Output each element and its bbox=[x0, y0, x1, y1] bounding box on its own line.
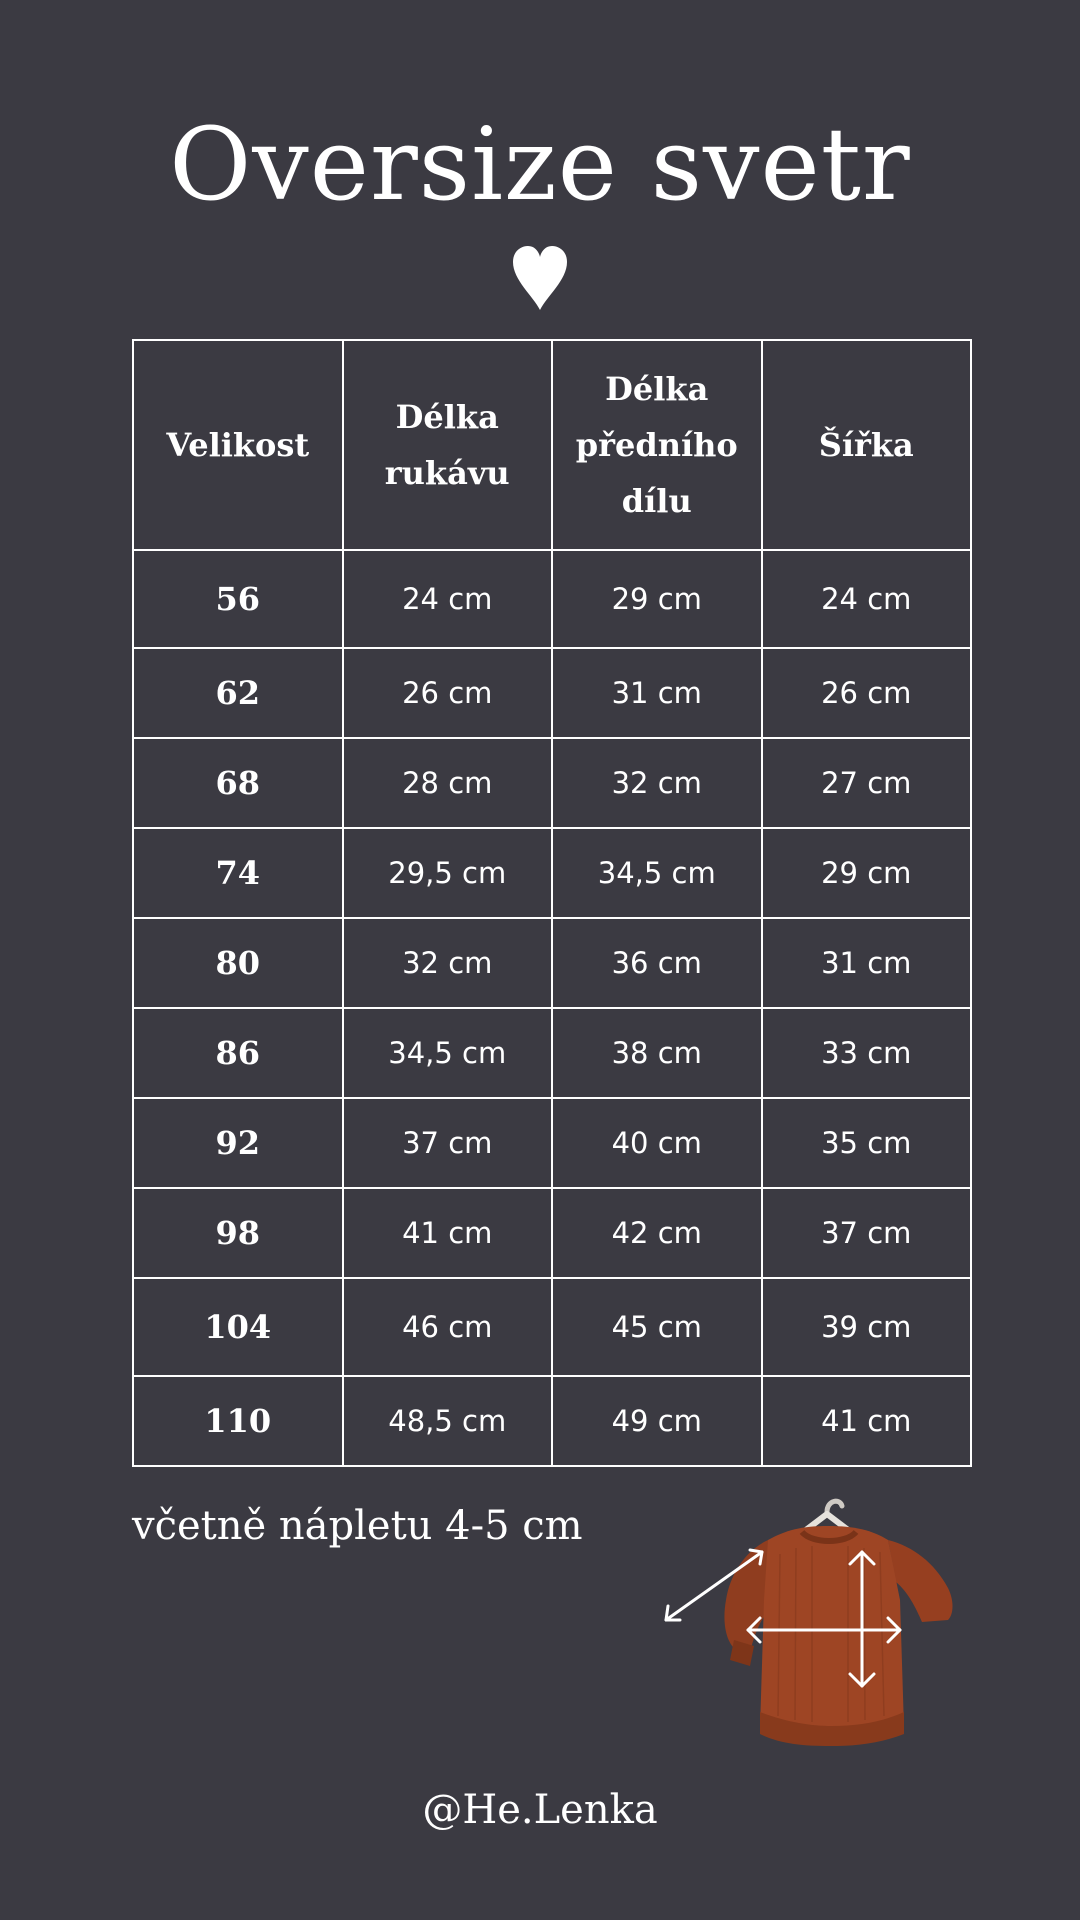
sleeve-cell: 24 cm bbox=[343, 550, 553, 648]
width-cell: 27 cm bbox=[762, 738, 972, 828]
size-cell: 56 bbox=[133, 550, 343, 648]
sleeve-cell: 26 cm bbox=[343, 648, 553, 738]
table-row bbox=[133, 738, 971, 828]
width-cell: 31 cm bbox=[762, 918, 972, 1008]
width-cell: 26 cm bbox=[762, 648, 972, 738]
table-row bbox=[133, 1188, 971, 1278]
ribbing-note: včetně nápletu 4-5 cm bbox=[132, 1503, 583, 1549]
heart-icon bbox=[508, 244, 572, 312]
width-cell: 24 cm bbox=[762, 550, 972, 648]
header-size: Velikost bbox=[133, 340, 343, 550]
front-cell: 31 cm bbox=[552, 648, 762, 738]
size-cell: 80 bbox=[133, 918, 343, 1008]
sleeve-cell: 32 cm bbox=[343, 918, 553, 1008]
table-row bbox=[133, 1008, 971, 1098]
sweater-illustration bbox=[650, 1490, 990, 1754]
size-cell: 110 bbox=[133, 1376, 343, 1466]
front-cell: 38 cm bbox=[552, 1008, 762, 1098]
front-cell: 40 cm bbox=[552, 1098, 762, 1188]
sleeve-cell: 28 cm bbox=[343, 738, 553, 828]
table-row bbox=[133, 1098, 971, 1188]
sleeve-cell: 48,5 cm bbox=[343, 1376, 553, 1466]
front-cell: 29 cm bbox=[552, 550, 762, 648]
table-row bbox=[133, 828, 971, 918]
table-row bbox=[133, 550, 971, 648]
width-cell: 33 cm bbox=[762, 1008, 972, 1098]
front-cell: 32 cm bbox=[552, 738, 762, 828]
table-row bbox=[133, 918, 971, 1008]
author-handle: @He.Lenka bbox=[422, 1787, 658, 1833]
front-cell: 36 cm bbox=[552, 918, 762, 1008]
size-cell: 104 bbox=[133, 1278, 343, 1376]
sleeve-cell: 37 cm bbox=[343, 1098, 553, 1188]
front-cell: 49 cm bbox=[552, 1376, 762, 1466]
page-title: Oversize svetr bbox=[169, 106, 911, 223]
width-cell: 39 cm bbox=[762, 1278, 972, 1376]
header-width: Šířka bbox=[762, 340, 972, 550]
size-table bbox=[132, 339, 972, 1467]
width-cell: 29 cm bbox=[762, 828, 972, 918]
sleeve-cell: 29,5 cm bbox=[343, 828, 553, 918]
table-row bbox=[133, 1376, 971, 1466]
width-cell: 41 cm bbox=[762, 1376, 972, 1466]
size-cell: 98 bbox=[133, 1188, 343, 1278]
front-cell: 42 cm bbox=[552, 1188, 762, 1278]
width-cell: 37 cm bbox=[762, 1188, 972, 1278]
size-cell: 92 bbox=[133, 1098, 343, 1188]
front-cell: 45 cm bbox=[552, 1278, 762, 1376]
table-row bbox=[133, 1278, 971, 1376]
size-cell: 86 bbox=[133, 1008, 343, 1098]
header-sleeve-length: Délka rukávu bbox=[343, 340, 553, 550]
sleeve-cell: 41 cm bbox=[343, 1188, 553, 1278]
table-header-row bbox=[133, 340, 971, 550]
table-row bbox=[133, 648, 971, 738]
front-cell: 34,5 cm bbox=[552, 828, 762, 918]
width-cell: 35 cm bbox=[762, 1098, 972, 1188]
size-cell: 62 bbox=[133, 648, 343, 738]
sleeve-cell: 34,5 cm bbox=[343, 1008, 553, 1098]
header-front-length: Délka předního dílu bbox=[552, 340, 762, 550]
sleeve-cell: 46 cm bbox=[343, 1278, 553, 1376]
size-cell: 68 bbox=[133, 738, 343, 828]
size-cell: 74 bbox=[133, 828, 343, 918]
